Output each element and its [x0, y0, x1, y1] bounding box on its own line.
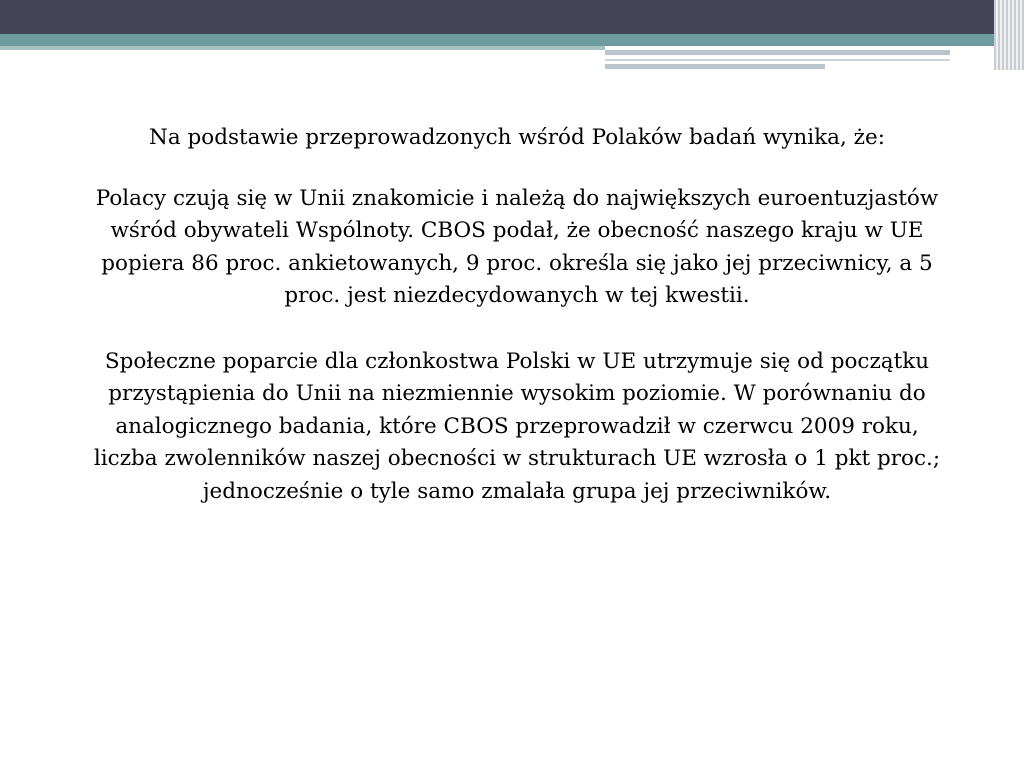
slide-body	[90, 122, 944, 508]
header-accent-line	[605, 64, 825, 69]
header-bar-dark	[0, 0, 1024, 34]
header-accent-line	[605, 59, 950, 61]
paragraph: Polacy czują się w Unii znakomicie i należą do największych euroentuzjastów wśród obywateli Wspólnoty. CBOS podał, że obecność naszego kraju w UE popiera 86 proc. ankietowanych, 9 proc. określa się jako jej przeciwnicy, a 5 proc. jest niezdecydowanych w tej kwestii.	[95, 185, 939, 308]
header-accent-line	[605, 50, 950, 55]
header-bar-teal	[0, 34, 1024, 46]
paragraph: Społeczne poparcie dla członkostwa Polski w UE utrzymuje się od początku przystąpienia do Unii na niezmiennie wysokim poziomie. W porównaniu do analogicznego badania, które CBOS przeprowadził w czerwcu 2009 roku, liczba zwolenników naszej obecności w strukturach UE wzrosła o 1 pkt proc.; jednocześnie o tyle samo zmalała grupa jej przeciwników.	[93, 348, 941, 504]
header-accent-line	[0, 46, 605, 50]
intro-text: Na podstawie przeprowadzonych wśród Polaków badań wynika, że:	[149, 125, 885, 150]
header-stripes-decoration	[994, 0, 1024, 70]
